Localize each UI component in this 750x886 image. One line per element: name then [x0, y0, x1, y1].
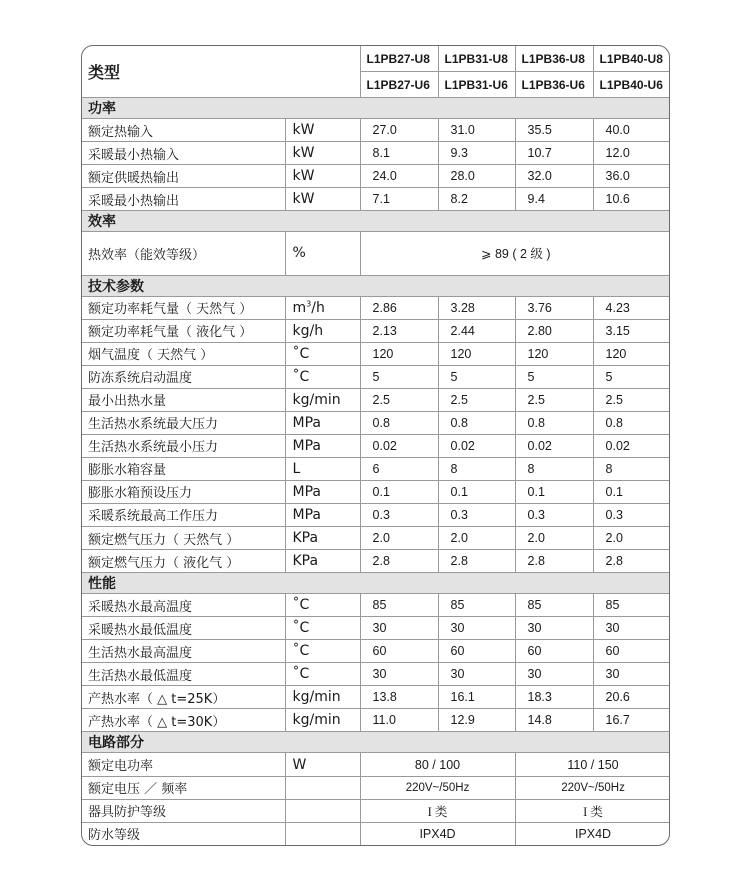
cell-value: 2.0	[438, 527, 515, 550]
row-unit: kW	[285, 119, 360, 142]
row-unit: kg/min	[285, 686, 360, 709]
cell-value: 85	[515, 594, 593, 617]
cell-value: 9.4	[515, 188, 593, 211]
model-header: L1PB27-U8	[360, 46, 438, 72]
section-power	[82, 98, 670, 119]
cell-value: I 类	[515, 799, 670, 822]
cell-value: 12.0	[593, 142, 670, 165]
row-unit: ˚C	[285, 365, 360, 388]
cell-value: 30	[515, 617, 593, 640]
section-title-electrical: 电路部分	[82, 732, 670, 753]
param-row	[82, 434, 670, 457]
cell-value: IPX4D	[360, 822, 515, 845]
cell-value: 28.0	[438, 165, 515, 188]
cell-value: 30	[438, 617, 515, 640]
param-row	[82, 342, 670, 365]
row-label: 产热水率（ △ t=30K）	[82, 709, 285, 732]
cell-value: 0.1	[360, 480, 438, 503]
cell-value: 0.3	[515, 503, 593, 526]
cell-value: 3.76	[515, 296, 593, 319]
param-row	[82, 640, 670, 663]
unit-base: m	[292, 299, 307, 316]
row-unit: kg/min	[285, 709, 360, 732]
spec-table-frame	[81, 45, 670, 846]
section-tech	[82, 275, 670, 296]
header-row-1	[82, 46, 670, 72]
cell-value: 120	[515, 342, 593, 365]
row-label: 生活热水系统最小压力	[82, 434, 285, 457]
model-header: L1PB27-U6	[360, 72, 438, 98]
cell-value: 0.02	[438, 434, 515, 457]
row-label: 防水等级	[82, 822, 285, 845]
row-unit: kg/min	[285, 388, 360, 411]
cell-value: 2.0	[515, 527, 593, 550]
row-label: 膨胀水箱容量	[82, 457, 285, 480]
row-unit: MPa	[285, 434, 360, 457]
cell-value: 0.02	[515, 434, 593, 457]
param-row	[82, 411, 670, 434]
efficiency-row	[82, 232, 670, 275]
row-label: 产热水率（ △ t=25K）	[82, 686, 285, 709]
cell-value: 8.2	[438, 188, 515, 211]
cell-value: 60	[438, 640, 515, 663]
section-title-tech: 技术参数	[82, 275, 670, 296]
cell-value: 14.8	[515, 709, 593, 732]
row-label: 采暖热水最高温度	[82, 594, 285, 617]
cell-value: 0.1	[515, 480, 593, 503]
row-label: 生活热水最低温度	[82, 663, 285, 686]
row-label: 采暖最小热输入	[82, 142, 285, 165]
row-unit: kW	[285, 165, 360, 188]
row-unit: W	[285, 753, 360, 776]
cell-value: 7.1	[360, 188, 438, 211]
cell-value: 0.3	[360, 503, 438, 526]
cell-value: 5	[593, 365, 670, 388]
row-label: 额定电压 ／ 频率	[82, 776, 285, 799]
cell-value: 80 / 100	[360, 753, 515, 776]
cell-value: 30	[360, 617, 438, 640]
cell-value: 60	[360, 640, 438, 663]
cell-value: 0.8	[360, 411, 438, 434]
cell-value: 2.80	[515, 319, 593, 342]
row-unit: MPa	[285, 503, 360, 526]
cell-value: 3.28	[438, 296, 515, 319]
cell-value: 120	[360, 342, 438, 365]
row-unit-empty	[285, 799, 360, 822]
model-header: L1PB31-U6	[438, 72, 515, 98]
row-unit	[285, 296, 360, 319]
cell-value: 85	[593, 594, 670, 617]
row-label: 采暖最小热输出	[82, 188, 285, 211]
row-unit: MPa	[285, 480, 360, 503]
cell-value: 2.5	[593, 388, 670, 411]
row-unit: ˚C	[285, 617, 360, 640]
cell-value: 5	[515, 365, 593, 388]
cell-value: 16.7	[593, 709, 670, 732]
param-row	[82, 663, 670, 686]
cell-value: 16.1	[438, 686, 515, 709]
row-label: 额定功率耗气量（ 天然气 ）	[82, 296, 285, 319]
model-header: L1PB36-U8	[515, 46, 593, 72]
cell-value: 8	[515, 457, 593, 480]
cell-value: 40.0	[593, 119, 670, 142]
row-label: 额定供暖热输出	[82, 165, 285, 188]
cell-value: 2.5	[360, 388, 438, 411]
cell-value: 110 / 150	[515, 753, 670, 776]
cell-value: 11.0	[360, 709, 438, 732]
cell-value: 8	[593, 457, 670, 480]
cell-value: 9.3	[438, 142, 515, 165]
param-row	[82, 503, 670, 526]
section-title-power: 功率	[82, 98, 670, 119]
param-row	[82, 480, 670, 503]
cell-value: 2.5	[515, 388, 593, 411]
cell-value: 6	[360, 457, 438, 480]
section-performance	[82, 573, 670, 594]
cell-value: 24.0	[360, 165, 438, 188]
row-unit: kg/h	[285, 319, 360, 342]
row-unit: KPa	[285, 527, 360, 550]
cell-value: I 类	[360, 799, 515, 822]
param-row	[82, 365, 670, 388]
cell-value: 35.5	[515, 119, 593, 142]
cell-value: 0.02	[593, 434, 670, 457]
cell-value: 2.0	[593, 527, 670, 550]
unit-suffix: /h	[311, 299, 325, 316]
cell-value: 10.6	[593, 188, 670, 211]
row-unit: L	[285, 457, 360, 480]
cell-value: 3.15	[593, 319, 670, 342]
row-unit: ˚C	[285, 663, 360, 686]
cell-value: 2.0	[360, 527, 438, 550]
cell-value: 85	[360, 594, 438, 617]
cell-value: 0.1	[438, 480, 515, 503]
cell-value: 30	[593, 663, 670, 686]
row-label: 额定功率耗气量（ 液化气 ）	[82, 319, 285, 342]
model-header: L1PB36-U6	[515, 72, 593, 98]
electrical-voltage-row	[82, 776, 670, 799]
row-label: 器具防护等级	[82, 799, 285, 822]
cell-value: 0.3	[593, 503, 670, 526]
cell-value: 13.8	[360, 686, 438, 709]
type-header: 类型	[82, 46, 360, 98]
param-row	[82, 457, 670, 480]
row-label: 膨胀水箱预设压力	[82, 480, 285, 503]
row-label: 热效率（能效等级）	[82, 232, 285, 275]
unit-superscript: 3	[306, 298, 312, 308]
row-unit: kW	[285, 142, 360, 165]
cell-value: 220V~/50Hz	[360, 776, 515, 799]
row-label: 额定燃气压力（ 天然气 ）	[82, 527, 285, 550]
cell-value: 30	[593, 617, 670, 640]
spec-table	[82, 46, 670, 845]
cell-value: 8	[438, 457, 515, 480]
model-header: L1PB31-U8	[438, 46, 515, 72]
cell-value: 120	[438, 342, 515, 365]
cell-value: 27.0	[360, 119, 438, 142]
row-label: 采暖系统最高工作压力	[82, 503, 285, 526]
cell-value: 30	[515, 663, 593, 686]
cell-value: 5	[360, 365, 438, 388]
efficiency-value: ⩾ 89 ( 2 级 )	[360, 232, 670, 275]
cell-value: 0.8	[515, 411, 593, 434]
cell-value: 2.5	[438, 388, 515, 411]
row-unit: MPa	[285, 411, 360, 434]
cell-value: 30	[438, 663, 515, 686]
cell-value: 36.0	[593, 165, 670, 188]
row-unit-empty	[285, 776, 360, 799]
row-label: 防冻系统启动温度	[82, 365, 285, 388]
section-title-performance: 性能	[82, 573, 670, 594]
section-title-efficiency: 效率	[82, 211, 670, 232]
param-row	[82, 165, 670, 188]
row-label: 烟气温度（ 天然气 ）	[82, 342, 285, 365]
row-unit: %	[285, 232, 360, 275]
cell-value: 120	[593, 342, 670, 365]
param-row	[82, 296, 670, 319]
param-row	[82, 617, 670, 640]
cell-value: 4.23	[593, 296, 670, 319]
row-unit: KPa	[285, 550, 360, 573]
row-label: 额定电功率	[82, 753, 285, 776]
electrical-power-row	[82, 753, 670, 776]
param-row	[82, 550, 670, 573]
cell-value: 2.8	[593, 550, 670, 573]
cell-value: 2.86	[360, 296, 438, 319]
row-label: 最小出热水量	[82, 388, 285, 411]
cell-value: 20.6	[593, 686, 670, 709]
cell-value: 2.8	[360, 550, 438, 573]
row-unit: ˚C	[285, 594, 360, 617]
row-label: 采暖热水最低温度	[82, 617, 285, 640]
param-row	[82, 142, 670, 165]
cell-value: 0.1	[593, 480, 670, 503]
cell-value: 12.9	[438, 709, 515, 732]
row-label: 生活热水系统最大压力	[82, 411, 285, 434]
cell-value: 60	[515, 640, 593, 663]
param-row	[82, 686, 670, 709]
row-unit: kW	[285, 188, 360, 211]
cell-value: 60	[593, 640, 670, 663]
param-row	[82, 119, 670, 142]
cell-value: 2.44	[438, 319, 515, 342]
param-row	[82, 188, 670, 211]
cell-value: IPX4D	[515, 822, 670, 845]
cell-value: 220V~/50Hz	[515, 776, 670, 799]
cell-value: 85	[438, 594, 515, 617]
model-header: L1PB40-U8	[593, 46, 670, 72]
section-efficiency	[82, 211, 670, 232]
param-row	[82, 527, 670, 550]
row-label: 生活热水最高温度	[82, 640, 285, 663]
param-row	[82, 709, 670, 732]
row-label: 额定燃气压力（ 液化气 ）	[82, 550, 285, 573]
row-unit-empty	[285, 822, 360, 845]
cell-value: 32.0	[515, 165, 593, 188]
param-row	[82, 388, 670, 411]
param-row	[82, 594, 670, 617]
cell-value: 0.8	[593, 411, 670, 434]
row-label: 额定热输入	[82, 119, 285, 142]
cell-value: 2.8	[515, 550, 593, 573]
electrical-waterproof-row	[82, 822, 670, 845]
cell-value: 5	[438, 365, 515, 388]
cell-value: 10.7	[515, 142, 593, 165]
cell-value: 2.8	[438, 550, 515, 573]
cell-value: 18.3	[515, 686, 593, 709]
row-unit: ˚C	[285, 640, 360, 663]
cell-value: 31.0	[438, 119, 515, 142]
cell-value: 0.8	[438, 411, 515, 434]
row-unit: ˚C	[285, 342, 360, 365]
cell-value: 0.02	[360, 434, 438, 457]
cell-value: 30	[360, 663, 438, 686]
electrical-protection-row	[82, 799, 670, 822]
cell-value: 8.1	[360, 142, 438, 165]
param-row	[82, 319, 670, 342]
spec-table-body	[82, 46, 670, 845]
cell-value: 2.13	[360, 319, 438, 342]
cell-value: 0.3	[438, 503, 515, 526]
model-header: L1PB40-U6	[593, 72, 670, 98]
section-electrical	[82, 732, 670, 753]
